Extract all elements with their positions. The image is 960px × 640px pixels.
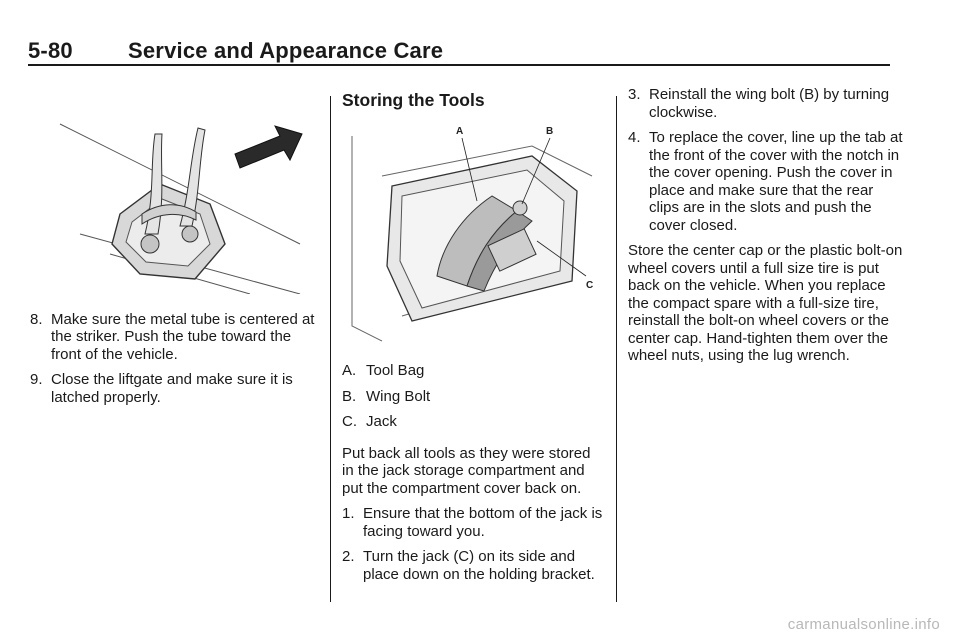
step-text: To replace the cover, line up the tab at the front of the cover with the notch in the cover opening. Push the cover in place and make sure that the rear clips are in the slots and push the cover closed. bbox=[649, 129, 903, 234]
section-heading: Storing the Tools bbox=[342, 90, 485, 110]
column-divider-left bbox=[330, 96, 331, 602]
legend-item bbox=[342, 388, 604, 406]
legend-label: C. bbox=[342, 413, 357, 430]
legend-label: B. bbox=[342, 387, 357, 405]
step-text: Ensure that the bottom of the jack is facing toward you. bbox=[363, 505, 603, 540]
column-divider-right bbox=[616, 96, 617, 602]
step-number: 1. bbox=[342, 505, 355, 522]
storage-paragraph: Store the center cap or the plastic bolt-on wheel covers until a full size tire is put back on the vehicle. When you replace the compact spare with a full-size tire, reinstall the bolt-on wheel covers or the center cap. Hand-tighten them over the wheel nuts, using the lug wrench. bbox=[628, 242, 903, 364]
intro-paragraph: Put back all tools as they were stored in the jack storage compartment and put the compartment cover back on. bbox=[342, 444, 591, 497]
middle-column bbox=[342, 86, 604, 591]
section-title: Service and Appearance Care bbox=[128, 38, 444, 63]
step-text: Close the liftgate and make sure it is latched properly. bbox=[51, 371, 293, 406]
step-number: 8. bbox=[30, 310, 43, 328]
list-item bbox=[628, 86, 903, 121]
legend-text: Tool Bag bbox=[366, 362, 425, 379]
page-number: 5-80 bbox=[28, 38, 73, 63]
step-number: 2. bbox=[342, 548, 355, 565]
step-text: Turn the jack (C) on its side and place down on the holding bracket. bbox=[363, 548, 595, 583]
left-column bbox=[30, 86, 320, 414]
step-number: 4. bbox=[628, 129, 641, 146]
list-item bbox=[628, 129, 903, 234]
step-text: Reinstall the wing bolt (B) by turning clockwise. bbox=[649, 86, 890, 121]
legend-text: Wing Bolt bbox=[366, 387, 431, 405]
legend-item bbox=[342, 413, 604, 431]
watermark: carmanualsonline.info bbox=[787, 616, 940, 633]
tool-storage-illustration bbox=[342, 116, 604, 346]
figure-label-c: C bbox=[586, 279, 594, 291]
legend-text: Jack bbox=[366, 413, 397, 430]
step-number: 3. bbox=[628, 86, 641, 103]
list-item bbox=[342, 548, 604, 583]
striker-illustration bbox=[50, 94, 310, 294]
right-column bbox=[628, 86, 903, 373]
list-item bbox=[30, 371, 320, 406]
list-item bbox=[30, 311, 320, 364]
figure-label-a: A bbox=[456, 125, 464, 137]
step-number: 9. bbox=[30, 371, 43, 388]
figure-label-b: B bbox=[546, 125, 554, 137]
list-item bbox=[342, 505, 604, 540]
step-text: Make sure the metal tube is centered at the striker. Push the tube toward the front of the vehicle. bbox=[51, 310, 315, 363]
header-rule bbox=[28, 64, 890, 66]
legend-item bbox=[342, 362, 604, 380]
legend-label: A. bbox=[342, 362, 357, 379]
